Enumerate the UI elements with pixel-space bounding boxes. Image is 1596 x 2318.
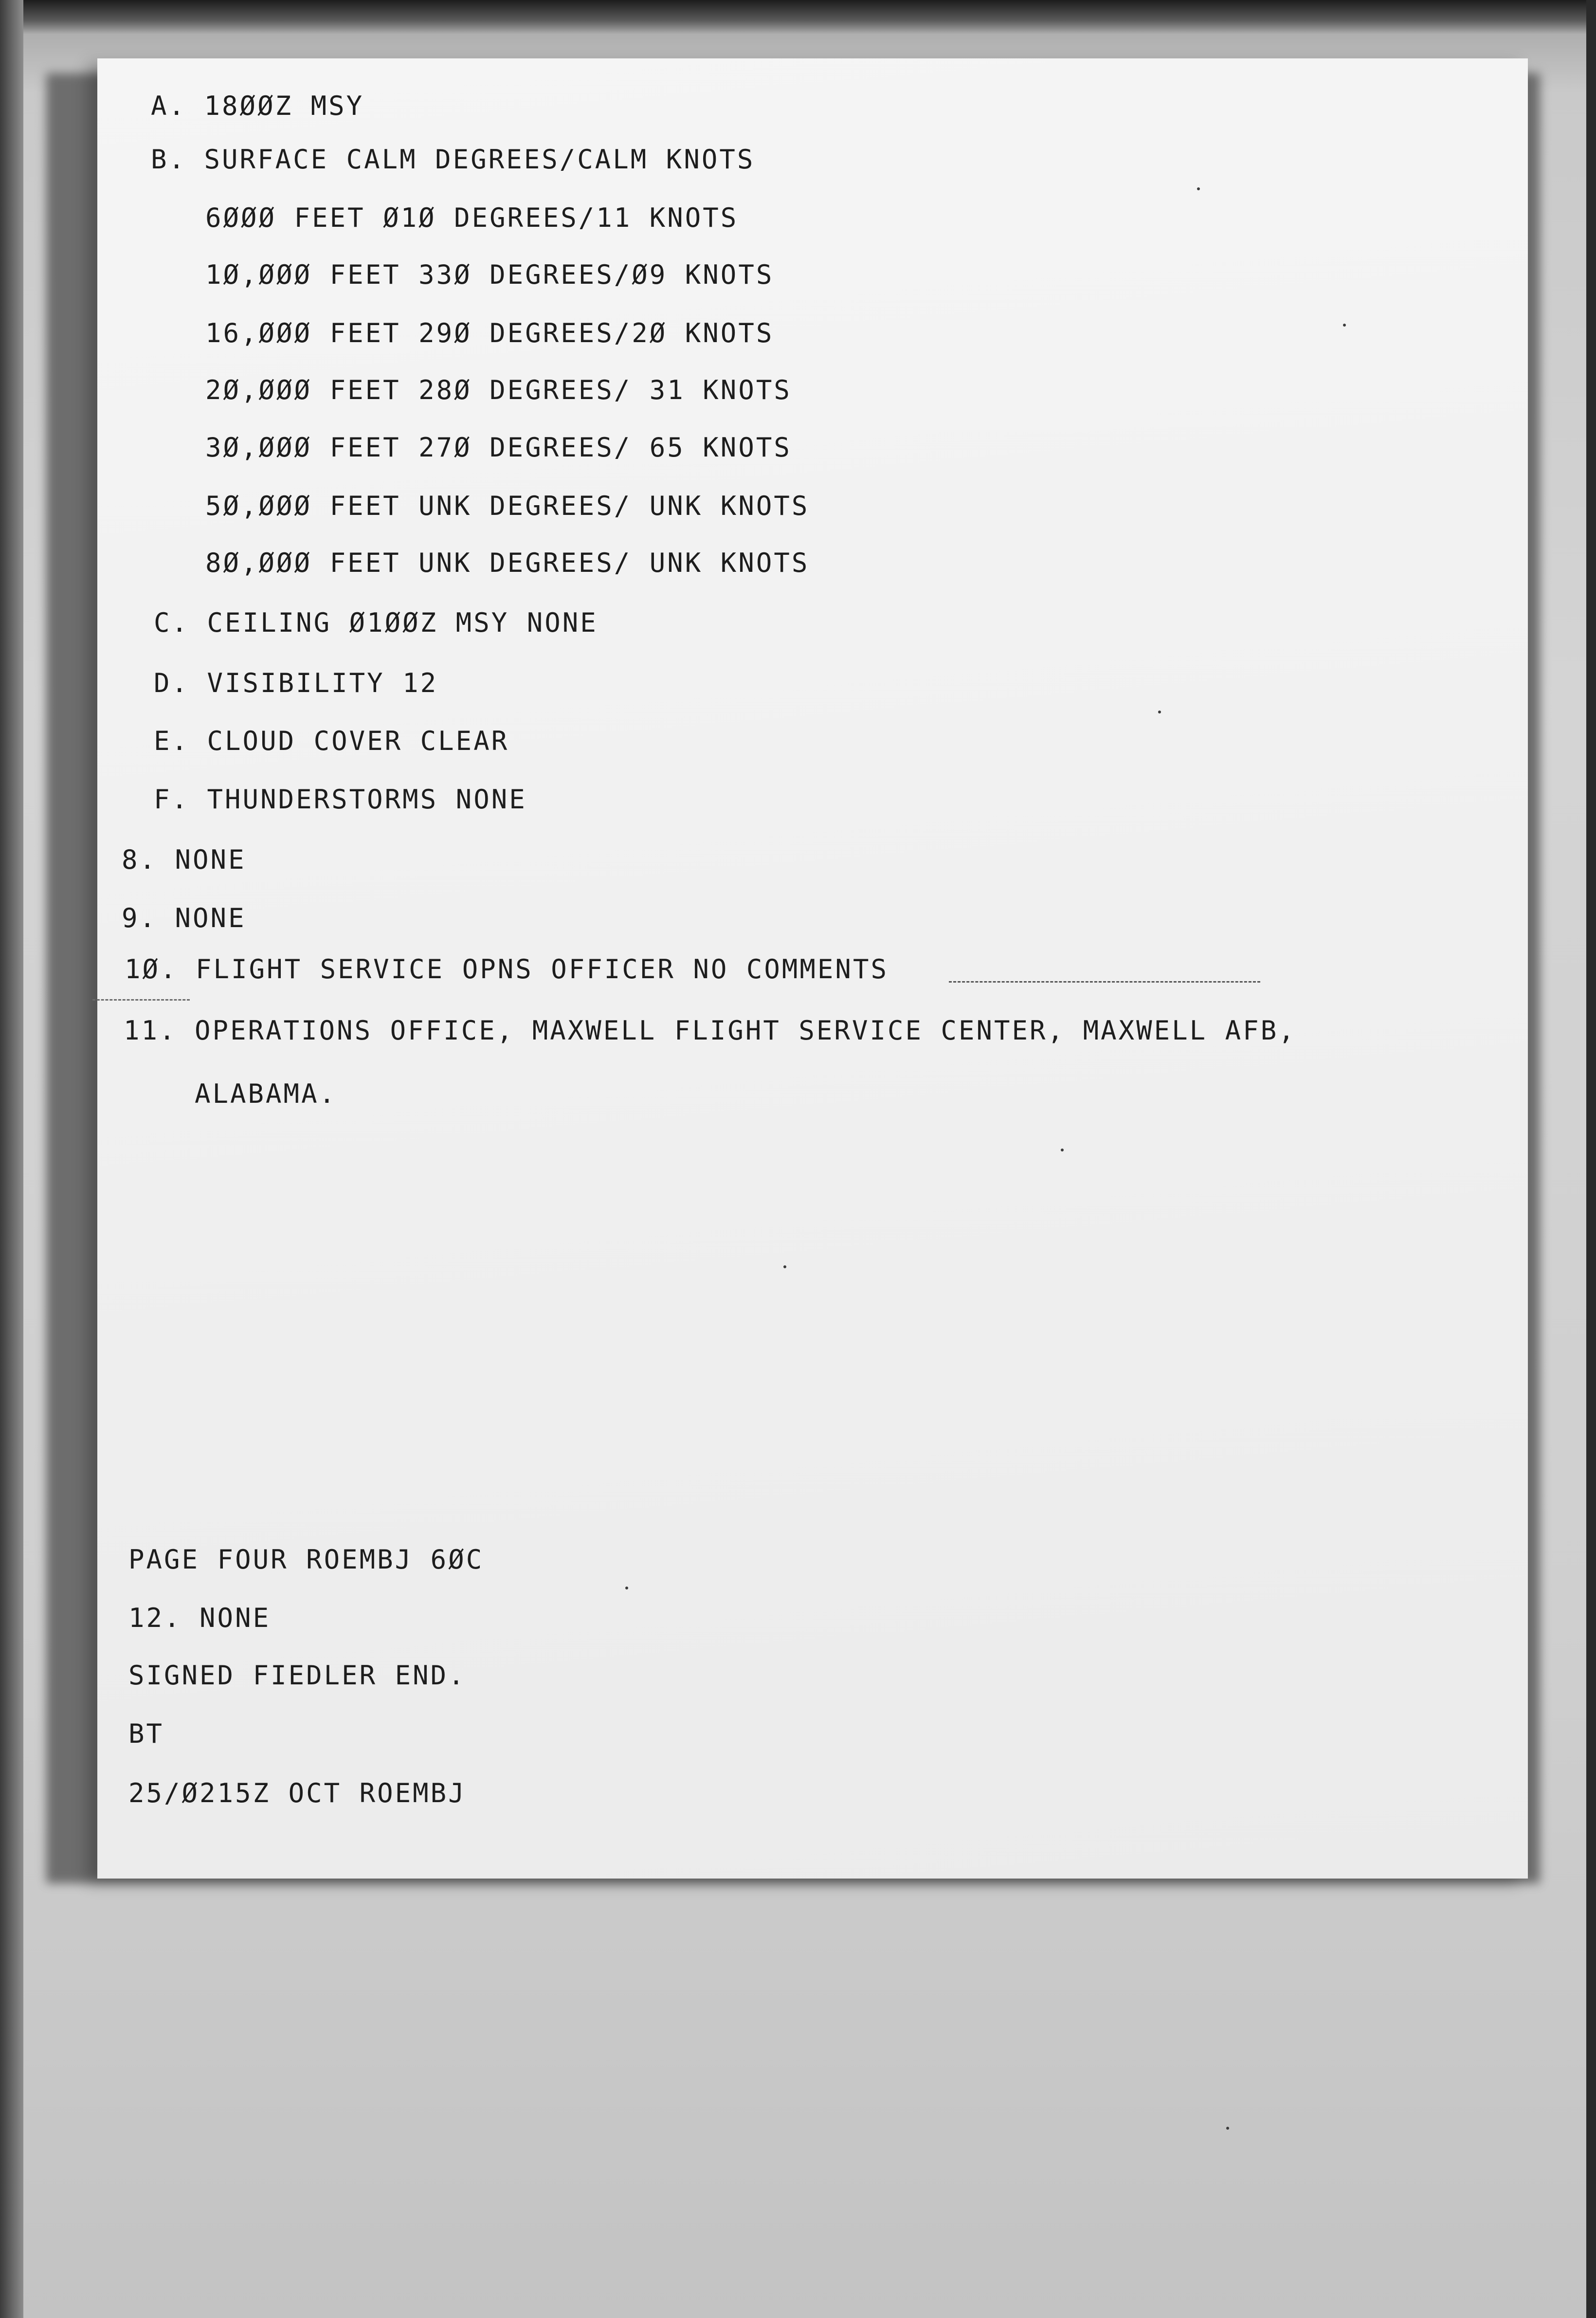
bt-line: BT — [128, 1718, 164, 1749]
dust-speck — [1226, 2127, 1229, 2130]
dust-speck — [1158, 711, 1161, 713]
film-edge-top — [0, 0, 1596, 34]
signature-line: SIGNED FIEDLER END. — [128, 1660, 466, 1691]
item-11-line: 11. OPERATIONS OFFICE, MAXWELL FLIGHT SERVICE CENTER, MAXWELL AFB, — [124, 1015, 1296, 1046]
wind-30000-feet-line: 3Ø,ØØØ FEET 27Ø DEGREES/ 65 KNOTS — [205, 432, 792, 463]
wind-6000-feet-line: 6ØØØ FEET Ø1Ø DEGREES/11 KNOTS — [205, 202, 739, 233]
item-8-line: 8. NONE — [122, 844, 246, 875]
item-e-cloud-cover-line: E. CLOUD COVER CLEAR — [154, 726, 509, 756]
dust-speck — [1197, 187, 1200, 190]
wind-80000-feet-line: 8Ø,ØØØ FEET UNK DEGREES/ UNK KNOTS — [205, 548, 810, 578]
film-edge-right — [1586, 0, 1596, 2318]
item-10-line: 1Ø. FLIGHT SERVICE OPNS OFFICER NO COMMENTS — [125, 954, 889, 985]
item-11-continuation-line: ALABAMA. — [195, 1078, 337, 1109]
wind-20000-feet-line: 2Ø,ØØØ FEET 28Ø DEGREES/ 31 KNOTS — [205, 375, 792, 405]
dust-speck — [1061, 1149, 1064, 1151]
dust-speck — [783, 1265, 786, 1268]
film-edge-left — [0, 0, 23, 2318]
wind-50000-feet-line: 5Ø,ØØØ FEET UNK DEGREES/ UNK KNOTS — [205, 491, 810, 521]
typed-dash-rule-left — [92, 999, 190, 1001]
item-12-line: 12. NONE — [128, 1603, 271, 1633]
page-header-line: PAGE FOUR ROEMBJ 6ØC — [128, 1544, 484, 1575]
item-b-surface-wind-line: B. SURFACE CALM DEGREES/CALM KNOTS — [151, 144, 755, 175]
item-f-thunderstorms-line: F. THUNDERSTORMS NONE — [154, 784, 527, 815]
dust-speck — [625, 1587, 628, 1589]
typed-dash-rule — [949, 981, 1260, 983]
item-c-ceiling-line: C. CEILING Ø1ØØZ MSY NONE — [154, 607, 598, 638]
dust-speck — [1343, 324, 1346, 327]
datetime-group-line: 25/Ø215Z OCT ROEMBJ — [128, 1778, 466, 1808]
item-9-line: 9. NONE — [122, 903, 246, 933]
item-a-time-line: A. 18ØØZ MSY — [151, 91, 364, 121]
wind-10000-feet-line: 1Ø,ØØØ FEET 33Ø DEGREES/Ø9 KNOTS — [205, 259, 774, 290]
item-d-visibility-line: D. VISIBILITY 12 — [154, 668, 438, 698]
wind-16000-feet-line: 16,ØØØ FEET 29Ø DEGREES/2Ø KNOTS — [205, 318, 774, 348]
